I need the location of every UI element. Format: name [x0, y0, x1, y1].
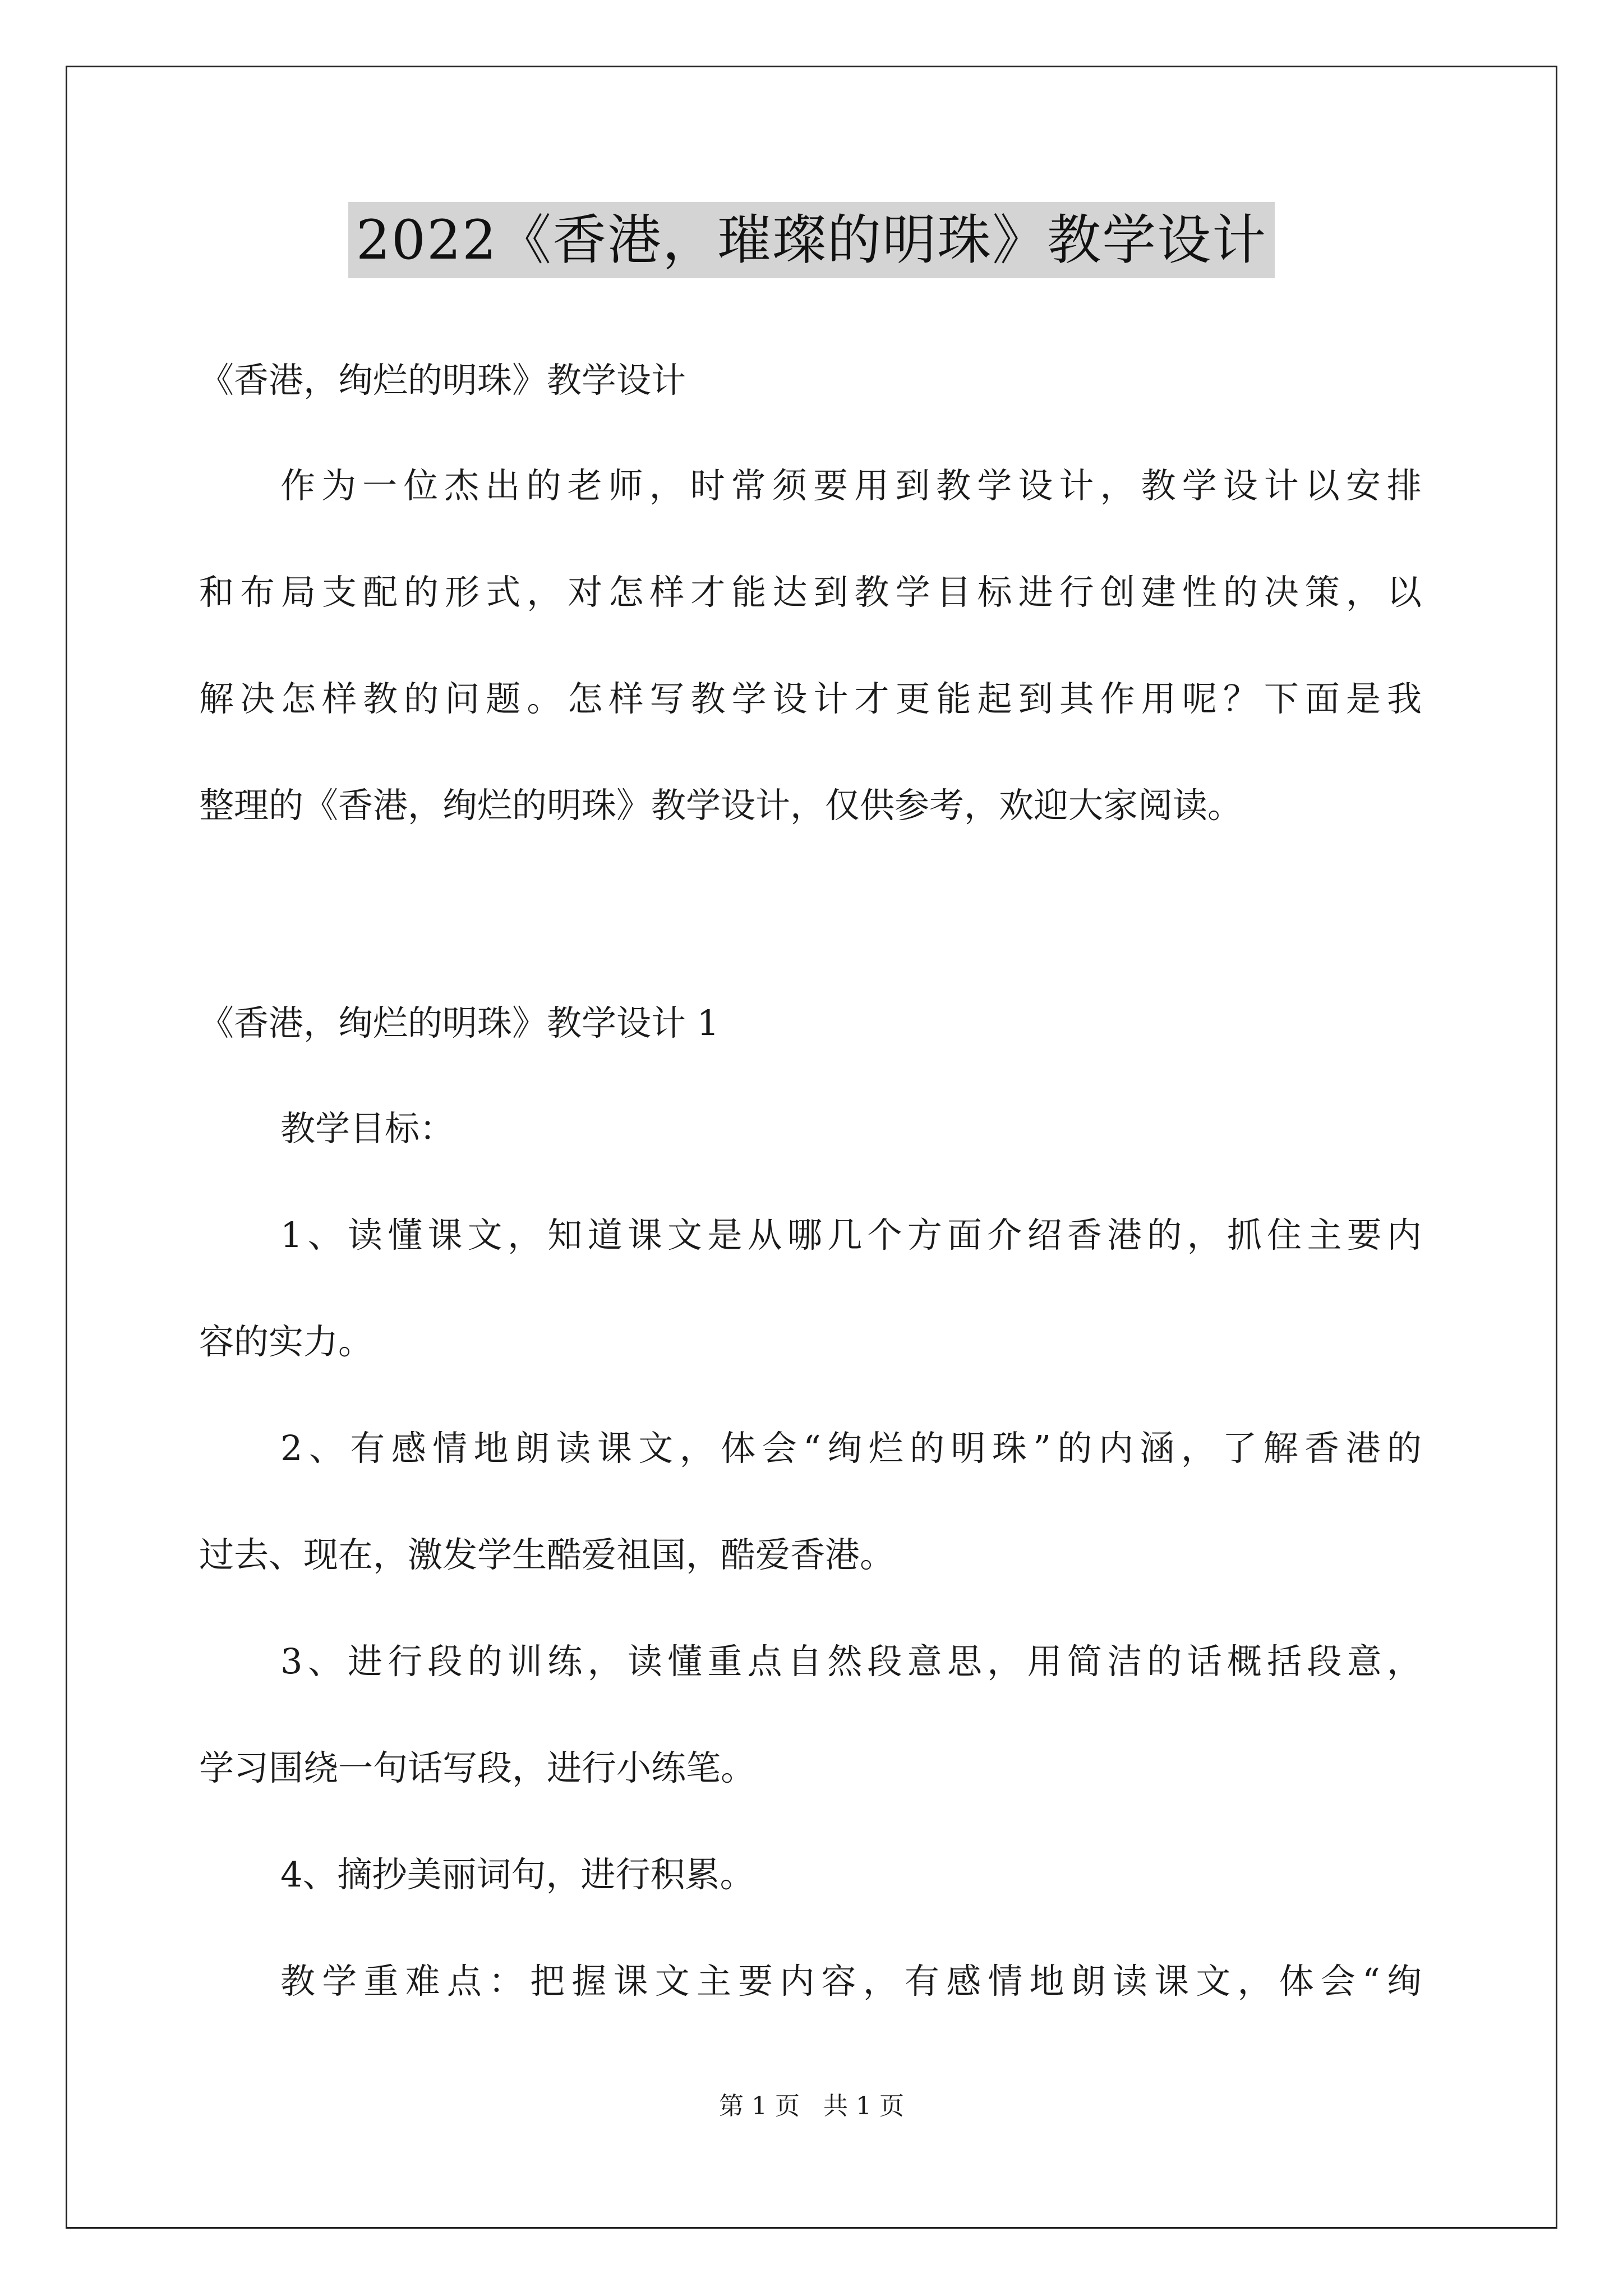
page-total: 共 1 页 — [823, 2092, 904, 2120]
paragraph-line: 和布局支配的形式，对怎样才能达到教学目标进行创建性的决策，以 — [199, 572, 1422, 613]
section-heading: 《香港，绚烂的明珠》教学设计 1 — [199, 1002, 720, 1043]
paragraph-line: 3、进行段的训练，读懂重点自然段意思，用简洁的话概括段意， — [280, 1641, 1422, 1682]
paragraph-line: 2、有感情地朗读课文，体会“绚烂的明珠”的内涵，了解香港的 — [280, 1428, 1422, 1469]
paragraph-line: 整理的《香港，绚烂的明珠》教学设计，仅供参考，欢迎大家阅读。 — [199, 785, 1243, 826]
document-title: 2022《香港，璀璨的明珠》教学设计 — [348, 202, 1275, 278]
paragraph-line: 教学重难点：把握课文主要内容，有感情地朗读课文，体会“绚 — [280, 1961, 1422, 2001]
paragraph-line: 作为一位杰出的老师，时常须要用到教学设计，教学设计以安排 — [280, 465, 1422, 506]
paragraph-line: 过去、现在，激发学生酷爱祖国，酷爱香港。 — [199, 1534, 895, 1575]
paragraph-line: 4、摘抄美丽词句，进行积累。 — [280, 1854, 755, 1895]
paragraph-line: 学习围绕一句话写段，进行小练笔。 — [199, 1747, 756, 1788]
paragraph-line: 解决怎样教的问题。怎样写教学设计才更能起到其作用呢？下面是我 — [199, 678, 1422, 719]
page-footer — [0, 2090, 1623, 2123]
paragraph-line: 教学目标： — [280, 1108, 455, 1149]
page-number: 第 1 页 — [719, 2092, 800, 2120]
subtitle-line: 《香港，绚烂的明珠》教学设计 — [199, 360, 686, 401]
paragraph-line: 1、读懂课文，知道课文是从哪几个方面介绍香港的，抓住主要内 — [280, 1214, 1422, 1255]
title-wrap — [0, 202, 1623, 278]
paragraph-line: 容的实力。 — [199, 1321, 374, 1362]
